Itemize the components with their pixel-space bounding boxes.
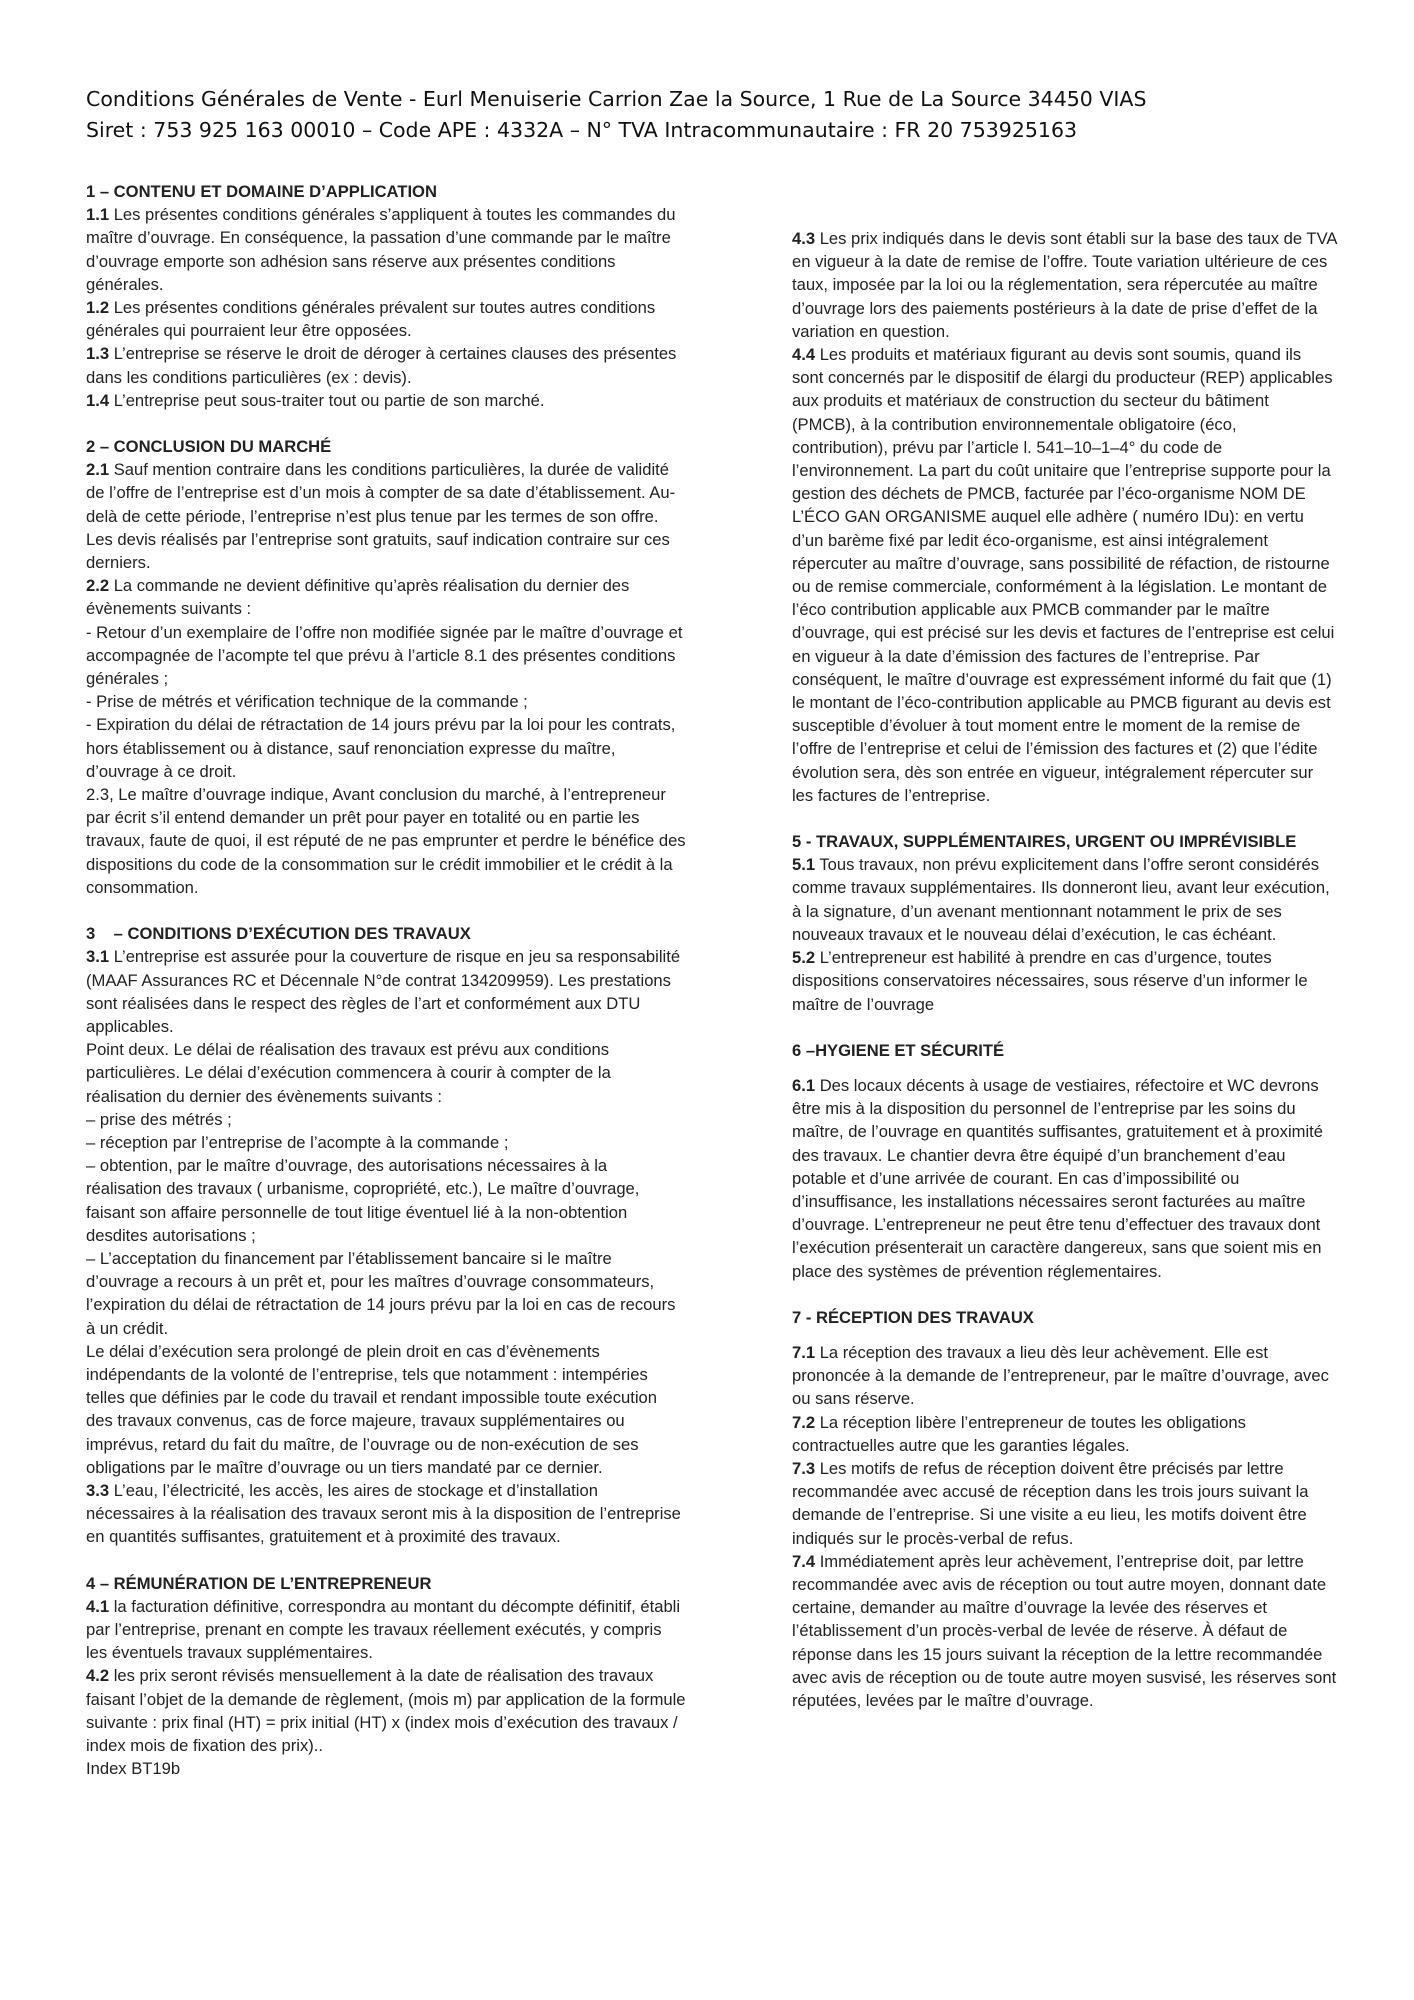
- section-5: [792, 830, 1337, 1016]
- clause-4-4: [792, 343, 1337, 807]
- clause-number: 3.1: [86, 947, 110, 967]
- clause-number: 7.2: [792, 1412, 816, 1432]
- list-item: - Prise de métrés et vérification technique de la commande ;: [86, 692, 528, 712]
- clause-5-1: [792, 853, 1337, 946]
- clause-7-4: [792, 1550, 1337, 1712]
- clause-number: 2.2: [86, 576, 110, 596]
- left-column: [86, 180, 686, 1780]
- list-item: – obtention, par le maître d’ouvrage, des autorisations nécessaires à la réalisation des travaux ( urbanisme, copropriété, etc.), Le maître d’ouvrage, faisant son affaire personnelle de tout litige éventuel lié à la non-obtention desdites autorisations ;: [86, 1156, 640, 1245]
- clause-text: L’entreprise est assurée pour la couverture de risque en jeu sa responsabilité (MAAF Assurances RC et Décennale N°de contrat 134209959). Les prestations sont réalisées dans le respect des règles de l’art et conformément aux DTU applicables.: [86, 947, 681, 1036]
- clause-2-3: 2.3, Le maître d’ouvrage indique, Avant conclusion du marché, à l’entrepreneur par écrit s’il entend demander un prêt pour payer en totalité ou en partie les travaux, faute de quoi, il est réputé de ne pas emprunter et perdre le bénéfice des dispositions du code de la consommation sur le crédit immobilier et le crédit à la consommation.: [86, 785, 686, 897]
- clause-1-3: [86, 342, 686, 388]
- clause-number: 1.3: [86, 344, 110, 364]
- clause-number: 4.1: [86, 1596, 110, 1616]
- clause-number: 2.1: [86, 460, 110, 480]
- clause-text: L’entrepreneur est habilité à prendre en cas d’urgence, toutes dispositions conservatoires nécessaires, sous réserve d’un informer le maître de l’ouvrage: [792, 948, 1308, 1014]
- section-1: [86, 180, 686, 412]
- header-company-line: Conditions Générales de Vente - Eurl Menuiserie Carrion Zae la Source, 1 Rue de La Source 34450 VIAS: [86, 87, 1147, 111]
- clause-3-1: [86, 945, 686, 1038]
- section-5-title: 5 - TRAVAUX, SUPPLÉMENTAIRES, URGENT OU IMPRÉVISIBLE: [792, 832, 1297, 852]
- section-2-title: 2 – CONCLUSION DU MARCHÉ: [86, 437, 332, 457]
- section-2: [86, 435, 686, 899]
- section-3: [86, 922, 686, 1548]
- clause-3-3: [86, 1479, 686, 1549]
- clause-text: Les motifs de refus de réception doivent être précisés par lettre recommandée avec accusé de réception dans les trois jours suivant la demande de l’entreprise. Si une visite a eu lieu, les motifs doivent être indiqués sur le procès-verbal de refus.: [792, 1458, 1309, 1548]
- clause-4-3: [792, 227, 1337, 343]
- clause-4-2: [86, 1664, 686, 1757]
- clause-6-1: [792, 1074, 1337, 1283]
- clause-5-2: [792, 946, 1337, 1016]
- clause-number: 1.2: [86, 298, 110, 318]
- clause-7-1: [792, 1341, 1337, 1411]
- clause-text: La réception des travaux a lieu dès leur achèvement. Elle est prononcée à la demande de l’entrepreneur, par le maître d’ouvrage, avec ou sans réserve.: [792, 1342, 1329, 1409]
- clause-number: 1.1: [86, 205, 110, 225]
- clause-text: L’entreprise peut sous-traiter tout ou partie de son marché.: [109, 390, 545, 410]
- clause-text: L’entreprise se réserve le droit de déroger à certaines clauses des présentes dans les conditions particulières (ex : devis).: [86, 344, 677, 387]
- clause-number: 4.4: [792, 345, 816, 365]
- list-item: – prise des métrés ;: [86, 1109, 232, 1129]
- clause-2-2: [86, 574, 686, 620]
- clause-text: Immédiatement après leur achèvement, l’entreprise doit, par lettre recommandée avec avis de réception ou tout autre moyen, donnant date certaine, demander au maître d’ouvrage la levée des réserves et l’établissement d’un procès-verbal de levée de réserve. À défaut de réponse dans les 15 jours suivant la réception de la lettre recommandée avec avis de réception ou de toute autre moyen susvisé, les réserves sont réputées, levées par le maître d’ouvrage.: [792, 1551, 1337, 1710]
- clause-text: La réception libère l’entrepreneur de toutes les obligations contractuelles autre que les garanties légales.: [792, 1412, 1246, 1455]
- section-7: [792, 1306, 1337, 1712]
- clause-text: L’eau, l’électricité, les accès, les aires de stockage et d’installation nécessaires à la réalisation des travaux seront mis à la disposition de l’entreprise en quantités suffisantes, gratuitement et à proximité des travaux.: [86, 1480, 681, 1547]
- section-6: [792, 1039, 1337, 1283]
- section-7-title: 7 - RÉCEPTION DES TRAVAUX: [792, 1307, 1034, 1327]
- clause-7-3: [792, 1457, 1337, 1550]
- clause-number: 3.3: [86, 1480, 110, 1500]
- list-item: – réception par l’entreprise de l’acompte à la commande ;: [86, 1132, 509, 1152]
- clause-text: les prix seront révisés mensuellement à la date de réalisation des travaux faisant l’objet de la demande de règlement, (mois m) par application de la formule suivante : prix final (HT) = prix initial (HT) x (index mois d’exécution des travaux / index mois de fixation des prix)..: [86, 1666, 686, 1755]
- clause-text: Les produits et matériaux figurant au devis sont soumis, quand ils sont concernés par le dispositif de élargi du producteur (REP) applicables aux produits et matériaux de construction du secteur du bâtiment (PMCB), à la contribution environnementale obligatoire (éco, contribution), prévu par l’article l. 541–10–1–4° du code de l’environnement. La part du coût unitaire que l’entreprise supporte pour la gestion des déchets de PMCB, facturée par l’éco-organisme NOM DE L’ÉCO GAN ORGANISME auquel elle adhère ( numéro IDu): en vertu d’un barème fixé par ledit éco-organisme, est ainsi intégralement répercuter au maître d’ouvrage, sans possibilité de réfaction, de ristourne ou de remise commerciale, conformément à la législation. Le montant de l’éco contribution applicable aux PMCB commander par le maître d’ouvrage, qui est précisé sur les devis et factures de l’entreprise est celui en vigueur à la date d’émission des factures de l’entreprise. Par conséquent, le maître d’ouvrage est expressément informé du fait que (1) le montant de l’éco-contribution applicable au PMCB figurant au devis est susceptible d’évoluer à tout moment entre le moment de la remise de l’offre de l’entreprise et celui de l’émission des factures et (2) que l’édite évolution sera, dès son entrée en vigueur, intégralement répercuter sur les factures de l’entreprise.: [792, 345, 1335, 805]
- clause-1-2: [86, 296, 686, 342]
- clause-7-2: [792, 1411, 1337, 1457]
- clause-number: 4.3: [792, 229, 816, 248]
- clause-3-2: Point deux. Le délai de réalisation des travaux est prévu aux conditions particulières. Le délai d’exécution commencera à courir à compter de la réalisation du dernier des évènements suivants :: [86, 1040, 611, 1106]
- section-6-title: 6 –HYGIENE ET SÉCURITÉ: [792, 1040, 1005, 1060]
- clause-number: 6.1: [792, 1075, 816, 1095]
- clause-4-1: [86, 1595, 686, 1665]
- index-label: Index BT19b: [86, 1759, 181, 1779]
- clause-text: Les présentes conditions générales s’appliquent à toutes les commandes du maître d’ouvrage. En conséquence, la passation d’une commande par le maître d’ouvrage emporte son adhésion sans réserve aux présentes conditions générales.: [86, 205, 676, 294]
- section-4: [86, 1572, 686, 1781]
- section-1-title: 1 – CONTENU ET DOMAINE D’APPLICATION: [86, 182, 437, 201]
- clause-text: Les présentes conditions générales prévalent sur toutes autres conditions générales qui pourraient leur être opposées.: [86, 298, 656, 341]
- list-item: - Expiration du délai de rétractation de 14 jours prévu par la loi pour les contrats, hors établissement ou à distance, sauf renonciation expresse du maître, d’ouvrage à ce droit.: [86, 715, 676, 781]
- clause-number: 1.4: [86, 390, 110, 410]
- clause-text: La commande ne devient définitive qu’après réalisation du dernier des évènements suivants :: [86, 576, 630, 619]
- clause-2-1: [86, 458, 686, 574]
- clause-text: Les prix indiqués dans le devis sont établi sur la base des taux de TVA en vigueur à la date de remise de l’offre. Toute variation ultérieure de ces taux, imposée par la loi ou la réglementation, sera répercutée au maître d’ouvrage lors des paiements postérieurs à la date de prise d’effet de la variation en question.: [792, 229, 1337, 341]
- clause-text: la facturation définitive, correspondra au montant du décompte définitif, établi par l’entreprise, prenant en compte les travaux réellement exécutés, y compris les éventuels travaux supplémentaires.: [86, 1596, 681, 1663]
- section-4-title: 4 – RÉMUNÉRATION DE L’ENTREPRENEUR: [86, 1573, 432, 1593]
- document-header: [86, 84, 1346, 146]
- list-item: – L’acceptation du financement par l’établissement bancaire si le maître d’ouvrage a recours à un prêt et, pour les maîtres d’ouvrage consommateurs, l’expiration du délai de rétractation de 14 jours prévu par la loi en cas de recours à un crédit.: [86, 1248, 676, 1338]
- clause-1-1: [86, 203, 686, 296]
- clause-3-delay: Le délai d’exécution sera prolongé de plein droit en cas d’évènements indépendants de la volonté de l’entreprise, tels que notamment : intempéries telles que définies par le code du travail et rendant impossible toute exécution des travaux convenus, cas de force majeure, travaux supplémentaires ou imprévus, retard du fait du maître, de l’ouvrage ou de non-exécution de ses obligations par le maître d’ouvrage ou un tiers mandaté par ce dernier.: [86, 1341, 657, 1477]
- clause-number: 7.3: [792, 1458, 816, 1478]
- clause-number: 4.2: [86, 1666, 110, 1686]
- section-3-title: 3 – CONDITIONS D’EXÉCUTION DES TRAVAUX: [86, 924, 471, 944]
- clause-text: Tous travaux, non prévu explicitement dans l’offre seront considérés comme travaux supplémentaires. Ils donneront lieu, avant leur exécution, à la signature, d’un avenant mentionnant notamment le prix de ses nouveaux travaux et le nouveau délai d’exécution, le cas échéant.: [792, 855, 1330, 944]
- clause-number: 7.4: [792, 1551, 816, 1571]
- right-column: [792, 227, 1337, 1712]
- clause-number: 7.1: [792, 1342, 816, 1362]
- list-item: - Retour d’un exemplaire de l’offre non modifiée signée par le maître d’ouvrage et accompagnée de l’acompte tel que prévu à l’article 8.1 des présentes conditions générales ;: [86, 622, 683, 689]
- clause-text: Des locaux décents à usage de vestiaires, réfectoire et WC devrons être mis à la disposition du personnel de l’entreprise par les soins du maître, de l’ouvrage en quantités suffisantes, gratuitement et à proximité des travaux. Le chantier devra être équipé d’un branchement d’eau potable et d’une arrivée de courant. En cas d’impossibilité ou d’insuffisance, les installations nécessaires seront facturées au maître d’ouvrage. L’entrepreneur ne peut être tenu d’effectuer des travaux dont l’exécution présenterait un caractère dangereux, sans que soient mis en place des systèmes de prévention réglementaires.: [792, 1075, 1323, 1281]
- clause-number: 5.2: [792, 948, 816, 968]
- clause-text: Sauf mention contraire dans les conditions particulières, la durée de validité de l’offre de l’entreprise est d’un mois à compter de sa date d’établissement. Au-delà de cette période, l’entreprise n’est plus tenue par les termes de son offre. Les devis réalisés par l’entreprise sont gratuits, sauf indication contraire sur ces derniers.: [86, 460, 676, 573]
- clause-1-4: [86, 389, 686, 412]
- clause-number: 5.1: [792, 855, 816, 875]
- header-registration-line: Siret : 753 925 163 00010 – Code APE : 4332A – N° TVA Intracommunautaire : FR 20 753925163: [86, 118, 1078, 142]
